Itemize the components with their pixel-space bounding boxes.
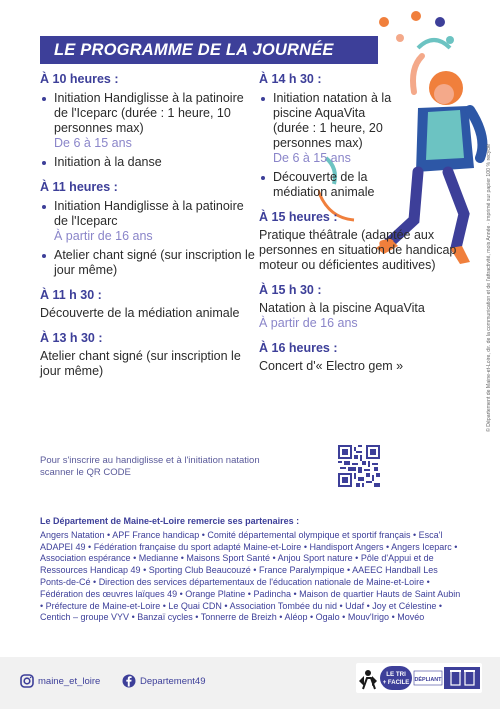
partner-separator: •	[269, 553, 278, 564]
activity-item: Initiation Handiglisse à la patinoire de l'Iceparc À partir de 16 ans	[40, 199, 255, 244]
svg-text:+ FACILE: + FACILE	[382, 680, 410, 686]
partner-name: AAEEC Handball Les Ponts-de-Cé	[40, 565, 438, 587]
partner-name: France Paralympique	[258, 565, 345, 576]
activity-text: Pratique théâtrale (adaptée aux personnes en situation de handicap moteur ou déficientes auditives)	[259, 228, 457, 272]
activity-list	[40, 91, 255, 170]
partner-separator: •	[276, 612, 285, 623]
partner-separator: •	[129, 612, 138, 623]
partner-separator: •	[436, 600, 442, 611]
partner-separator: •	[383, 541, 392, 552]
time-slot-heading: À 15 h 30 :	[259, 283, 322, 297]
partner-name: Sporting Club Beaucouzé	[148, 565, 251, 576]
partner-separator: •	[451, 541, 458, 552]
age-range: À partir de 16 ans	[259, 316, 358, 330]
triman-recycling-logo	[356, 663, 482, 693]
partner-name: Le Quai CDN	[168, 600, 222, 611]
partner-separator: •	[424, 576, 430, 587]
activity-item: Initiation natation à la piscine AquaVita (durée : 1 heure, 20 personnes max) De 6 à 15 ans	[259, 91, 399, 166]
partner-name: Tonnerre de Breizh	[200, 612, 277, 623]
partner-name: Pôle d'Appui et de Ressources Handicap 49	[40, 553, 434, 576]
partner-name: Mouv'Irigo	[347, 612, 390, 623]
partner-name: Medianne	[138, 553, 179, 564]
partner-name: Padincha	[253, 588, 291, 599]
partner-name: Maison de quartier Hauts de Saint Aubin	[299, 588, 461, 599]
partner-separator: •	[160, 600, 169, 611]
activity-item: Découverte de la médiation animale	[259, 170, 399, 200]
partner-name: Centich – groupe VYV	[40, 612, 130, 623]
time-slot-heading: À 16 heures :	[259, 341, 338, 355]
activity-item: Initiation Handiglisse à la patinoire de l'Iceparc (durée : 1 heure, 10 personnes max) De 6 à 15 ans	[40, 91, 255, 151]
qr-code[interactable]	[338, 445, 380, 487]
partner-separator: •	[177, 588, 186, 599]
partner-name: Udaf	[345, 600, 365, 611]
time-slot-heading: À 14 h 30 :	[259, 72, 322, 86]
partner-separator: •	[250, 565, 259, 576]
partner-name: Angers Iceparc	[391, 541, 452, 552]
partner-separator: •	[339, 612, 348, 623]
partner-separator: •	[104, 529, 113, 540]
partner-name: Anjou Sport nature	[277, 553, 353, 564]
partner-name: Aléop	[284, 612, 308, 623]
schedule-left-column	[40, 72, 255, 379]
footer	[0, 657, 500, 709]
partner-separator: •	[40, 600, 46, 611]
age-range: De 6 à 15 ans	[54, 136, 132, 150]
partner-separator: •	[130, 553, 139, 564]
partner-name: Banzaï cycles	[137, 612, 193, 623]
age-range: À partir de 16 ans	[54, 229, 153, 243]
activity-text: Découverte de la médiation animale	[40, 306, 240, 320]
partner-name: Handisport Angers	[309, 541, 384, 552]
partner-name: Comité départemental olympique et sportif français	[207, 529, 411, 540]
partner-name: Association espérance	[40, 553, 131, 564]
instagram-icon	[20, 674, 34, 688]
activity-list	[259, 91, 399, 200]
facebook-icon	[122, 674, 136, 688]
registration-note: Pour s'inscrire au handiglisse et à l'initiation natation scanner le QR CODE	[40, 455, 260, 478]
partner-separator: •	[307, 612, 316, 623]
partners-title: Le Département de Maine-et-Loire remercie ses partenaires :	[40, 516, 300, 526]
instagram-link[interactable]: maine_et_loire	[20, 673, 100, 689]
partner-separator: •	[140, 565, 149, 576]
partner-separator: •	[364, 600, 373, 611]
partner-separator: •	[301, 541, 310, 552]
partner-separator: •	[221, 600, 230, 611]
partner-separator: •	[192, 612, 201, 623]
partner-separator: •	[90, 576, 99, 587]
partner-separator: •	[410, 529, 419, 540]
partners-list	[40, 530, 465, 624]
partner-name: Orange Platine	[185, 588, 246, 599]
partner-name: APF France handicap	[112, 529, 200, 540]
partners-section	[40, 516, 465, 624]
activity-list	[40, 199, 255, 278]
partner-separator: •	[290, 588, 300, 599]
partner-separator: •	[85, 541, 94, 552]
partner-name: Direction des services départementaux de l'éducation nationale de Maine-et-Loire	[98, 576, 425, 587]
schedule-right-column	[259, 72, 484, 374]
partner-name: Angers Natation	[40, 529, 105, 540]
time-slot-heading: À 10 heures :	[40, 72, 119, 86]
partner-separator: •	[199, 529, 208, 540]
age-range: De 6 à 15 ans	[273, 151, 351, 165]
partner-separator: •	[336, 600, 346, 611]
legal-credit: © Département de Maine-et-Loire, dir. de la communication et de l'attractivité, mois Année · imprimé sur papier 100 % recyclé	[486, 144, 492, 432]
partner-name: Association Tombée du nid	[229, 600, 337, 611]
time-slot-heading: À 15 heures :	[259, 210, 338, 224]
partner-name: Maisons Sport Santé	[186, 553, 270, 564]
partner-name: Movéo	[397, 612, 425, 623]
partner-name: Esca'l ADAPEI 49	[40, 529, 443, 552]
svg-text:LE TRI: LE TRI	[386, 671, 406, 678]
partner-name: Fédération des œuvres laïques 49	[40, 588, 178, 599]
activity-item: Initiation à la danse	[40, 155, 255, 170]
partner-name: Fédération française du sport adapté Maine-et-Loire	[93, 541, 302, 552]
partner-name: Ogalo	[315, 612, 340, 623]
partner-separator: •	[352, 553, 361, 564]
activity-item: Atelier chant signé (sur inscription le jour même)	[40, 248, 255, 278]
partner-name: Joy et Célestine	[372, 600, 437, 611]
page-title: LE PROGRAMME DE LA JOURNÉE	[40, 36, 378, 64]
time-slot-heading: À 11 heures :	[40, 180, 118, 194]
partner-separator: •	[344, 565, 353, 576]
partner-separator: •	[389, 612, 398, 623]
partner-separator: •	[178, 553, 187, 564]
time-slot-heading: À 11 h 30 :	[40, 288, 102, 302]
partner-name: Préfecture de Maine-et-Loire	[45, 600, 161, 611]
partner-separator: •	[245, 588, 254, 599]
time-slot-heading: À 13 h 30 :	[40, 331, 103, 345]
activity-text: Atelier chant signé (sur inscription le jour même)	[40, 349, 241, 378]
activity-text: Natation à la piscine AquaVita À partir de 16 ans	[259, 301, 484, 331]
activity-text: Concert d'« Electro gem »	[259, 359, 404, 373]
facebook-link[interactable]: Departement49	[122, 673, 205, 689]
svg-text:DÉPLIANT: DÉPLIANT	[414, 677, 442, 683]
